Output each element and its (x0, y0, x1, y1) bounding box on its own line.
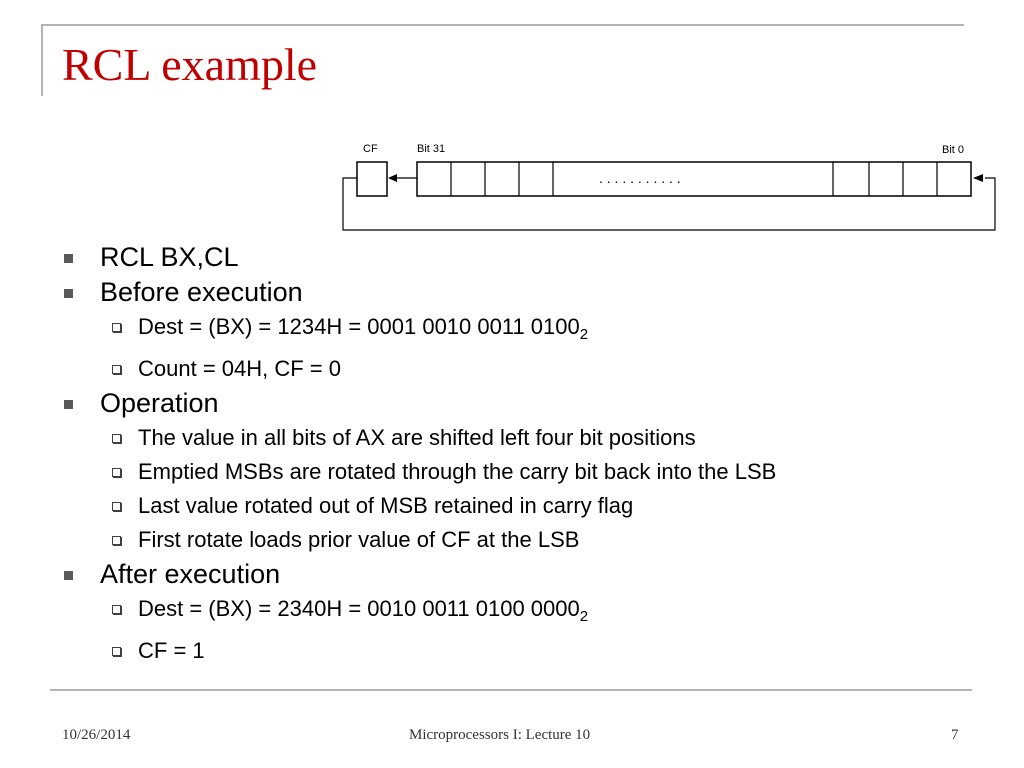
sub-bullet-text: Emptied MSBs are rotated through the carry bit back into the LSB (138, 459, 777, 484)
bullet-text: RCL BX,CL (100, 242, 239, 272)
sub-bullet-text: Count = 04H, CF = 0 (138, 356, 341, 381)
register-box (417, 162, 971, 196)
sub-bullet-text: CF = 1 (138, 638, 205, 663)
bullet-item (62, 557, 1012, 592)
bullet-text: Before execution (100, 277, 303, 307)
hollow-square-bullet-icon (112, 365, 121, 374)
square-bullet-icon (64, 400, 73, 409)
bullet-item (62, 275, 1012, 310)
cf-box (357, 162, 387, 196)
bullet-item (62, 240, 1012, 275)
base-subscript: 2 (579, 608, 589, 625)
sub-bullet-item (62, 455, 1012, 489)
bullet-item (62, 386, 1012, 421)
msb-to-cf-arrowhead (388, 174, 397, 182)
bit0-label: Bit 0 (942, 144, 965, 156)
hollow-square-bullet-icon (112, 647, 121, 656)
sub-bullet-item (62, 523, 1012, 557)
bullet-text: Operation (100, 388, 219, 418)
base-subscript: 2 (579, 326, 589, 343)
slide-title: RCL example (62, 39, 318, 90)
sub-bullet-item (62, 352, 1012, 386)
sub-bullet-item (62, 310, 1012, 352)
middle-bits-ellipsis: . . . . . . . . . . . (599, 170, 681, 186)
footer-course-title: Microprocessors I: Lecture 10 (409, 727, 591, 743)
sub-bullet-item (62, 592, 1012, 634)
hollow-square-bullet-icon (112, 468, 121, 477)
footer-date: 10/26/2014 (62, 727, 131, 743)
square-bullet-icon (64, 571, 73, 580)
title-frame-top-line (41, 24, 964, 26)
hollow-square-bullet-icon (112, 502, 121, 511)
square-bullet-icon (64, 289, 73, 298)
sub-bullet-text: The value in all bits of AX are shifted left four bit positions (138, 425, 696, 450)
sub-bullet-text: Dest = (BX) = 1234H = 0001 0010 0011 0100 (138, 314, 580, 339)
loop-to-bit0-arrowhead (973, 174, 983, 182)
hollow-square-bullet-icon (112, 434, 121, 443)
hollow-square-bullet-icon (112, 605, 121, 614)
bit31-label: Bit 31 (417, 143, 446, 155)
sub-bullet-text: Last value rotated out of MSB retained in carry flag (138, 493, 634, 518)
square-bullet-icon (64, 254, 73, 263)
hollow-square-bullet-icon (112, 323, 121, 332)
footer-page-number: 7 (951, 727, 959, 743)
rcl-register-diagram (335, 138, 1005, 238)
title-frame-left-line (41, 24, 43, 96)
sub-bullet-text: Dest = (BX) = 2340H = 0010 0011 0100 0000 (138, 596, 580, 621)
sub-bullet-item (62, 634, 1012, 668)
cf-label: CF (363, 143, 378, 155)
hollow-square-bullet-icon (112, 536, 121, 545)
bullet-list (62, 240, 1012, 668)
footer-divider (50, 689, 972, 691)
sub-bullet-item (62, 489, 1012, 523)
rcl-diagram-svg (335, 138, 1005, 238)
sub-bullet-text: First rotate loads prior value of CF at the LSB (138, 527, 580, 552)
sub-bullet-item (62, 421, 1012, 455)
bullet-text: After execution (100, 559, 281, 589)
